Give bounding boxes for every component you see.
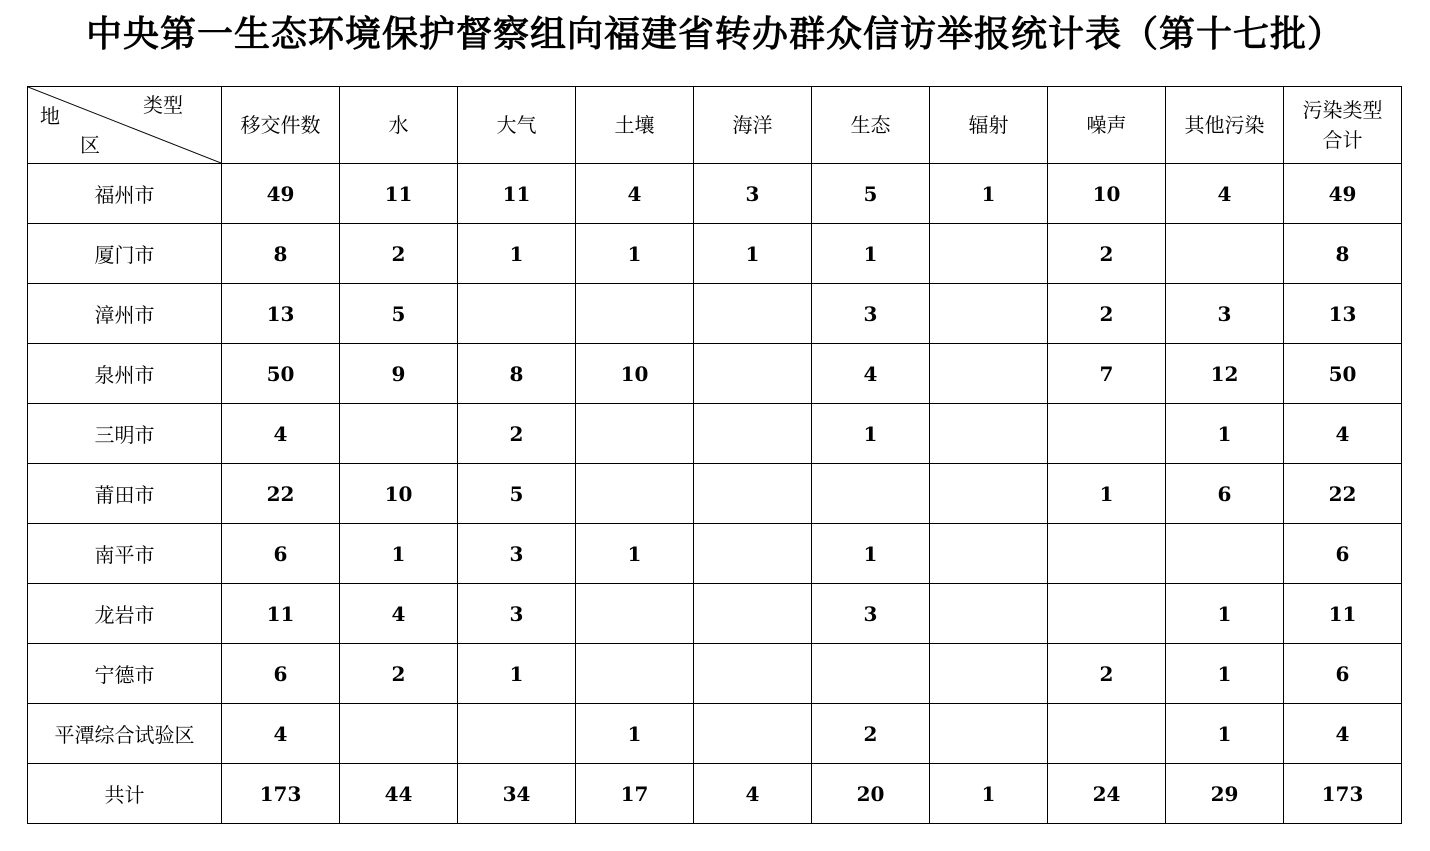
table-body	[28, 164, 1402, 824]
cell-transferred: 8	[222, 224, 340, 284]
cell-radiation: 1	[930, 764, 1048, 824]
cell-noise	[1048, 704, 1166, 764]
cell-pollution-total: 11	[1284, 584, 1402, 644]
cell-other-pollution: 3	[1166, 284, 1284, 344]
cell-transferred: 4	[222, 704, 340, 764]
cell-noise	[1048, 524, 1166, 584]
cell-air: 3	[458, 524, 576, 584]
statistics-table	[27, 86, 1402, 824]
corner-type-label: 类型	[143, 93, 183, 117]
region-cell: 漳州市	[28, 284, 222, 344]
cell-ecology	[812, 644, 930, 704]
column-header-other-pollution: 其他污染	[1166, 87, 1284, 164]
column-header-transferred: 移交件数	[222, 87, 340, 164]
cell-ecology: 1	[812, 524, 930, 584]
cell-ecology: 20	[812, 764, 930, 824]
cell-soil	[576, 584, 694, 644]
cell-pollution-total: 6	[1284, 644, 1402, 704]
table-row	[28, 764, 1402, 824]
corner-header-cell	[28, 87, 222, 164]
region-cell: 莆田市	[28, 464, 222, 524]
table-row	[28, 524, 1402, 584]
cell-ocean	[694, 644, 812, 704]
region-cell: 南平市	[28, 524, 222, 584]
cell-radiation	[930, 584, 1048, 644]
cell-air: 3	[458, 584, 576, 644]
column-header-ocean: 海洋	[694, 87, 812, 164]
cell-ocean	[694, 284, 812, 344]
cell-air: 1	[458, 644, 576, 704]
cell-transferred: 13	[222, 284, 340, 344]
cell-water: 1	[340, 524, 458, 584]
cell-ocean	[694, 524, 812, 584]
cell-ecology	[812, 464, 930, 524]
cell-water: 11	[340, 164, 458, 224]
cell-pollution-total: 4	[1284, 704, 1402, 764]
cell-other-pollution: 29	[1166, 764, 1284, 824]
region-cell: 宁德市	[28, 644, 222, 704]
column-header-ecology: 生态	[812, 87, 930, 164]
cell-noise: 7	[1048, 344, 1166, 404]
page-title: 中央第一生态环境保护督察组向福建省转办群众信访举报统计表（第十七批）	[85, 13, 1344, 55]
cell-water: 2	[340, 644, 458, 704]
cell-radiation	[930, 284, 1048, 344]
cell-other-pollution: 1	[1166, 404, 1284, 464]
cell-radiation	[930, 344, 1048, 404]
table-row	[28, 344, 1402, 404]
cell-other-pollution	[1166, 524, 1284, 584]
cell-ocean	[694, 704, 812, 764]
cell-noise: 1	[1048, 464, 1166, 524]
column-header-pollution-total	[1284, 87, 1402, 164]
cell-ecology: 1	[812, 404, 930, 464]
cell-water: 4	[340, 584, 458, 644]
cell-air: 8	[458, 344, 576, 404]
table-row	[28, 284, 1402, 344]
cell-ocean	[694, 344, 812, 404]
cell-transferred: 6	[222, 644, 340, 704]
cell-other-pollution	[1166, 224, 1284, 284]
header-row	[28, 87, 1402, 164]
cell-air: 11	[458, 164, 576, 224]
table-row	[28, 164, 1402, 224]
cell-transferred: 4	[222, 404, 340, 464]
cell-air: 2	[458, 404, 576, 464]
cell-pollution-total: 22	[1284, 464, 1402, 524]
cell-radiation	[930, 524, 1048, 584]
cell-radiation	[930, 704, 1048, 764]
region-cell: 共计	[28, 764, 222, 824]
cell-noise: 10	[1048, 164, 1166, 224]
cell-soil	[576, 284, 694, 344]
region-cell: 平潭综合试验区	[28, 704, 222, 764]
cell-noise: 2	[1048, 644, 1166, 704]
cell-noise: 2	[1048, 224, 1166, 284]
cell-noise	[1048, 404, 1166, 464]
cell-other-pollution: 6	[1166, 464, 1284, 524]
cell-ocean	[694, 404, 812, 464]
pollution-total-label-line2: 合计	[1322, 128, 1363, 152]
cell-soil: 1	[576, 704, 694, 764]
cell-other-pollution: 1	[1166, 584, 1284, 644]
cell-ecology: 2	[812, 704, 930, 764]
region-cell: 龙岩市	[28, 584, 222, 644]
cell-soil: 4	[576, 164, 694, 224]
cell-air: 34	[458, 764, 576, 824]
cell-transferred: 6	[222, 524, 340, 584]
corner-region-label-1: 地	[40, 104, 60, 128]
cell-ecology: 5	[812, 164, 930, 224]
region-cell: 三明市	[28, 404, 222, 464]
cell-soil	[576, 464, 694, 524]
cell-soil: 1	[576, 224, 694, 284]
cell-ocean	[694, 584, 812, 644]
region-cell: 福州市	[28, 164, 222, 224]
cell-radiation	[930, 644, 1048, 704]
table-row	[28, 404, 1402, 464]
cell-air	[458, 284, 576, 344]
cell-pollution-total: 173	[1284, 764, 1402, 824]
cell-transferred: 22	[222, 464, 340, 524]
cell-soil: 17	[576, 764, 694, 824]
table-row	[28, 704, 1402, 764]
cell-soil	[576, 644, 694, 704]
cell-transferred: 173	[222, 764, 340, 824]
cell-ocean	[694, 464, 812, 524]
cell-pollution-total: 4	[1284, 404, 1402, 464]
cell-soil	[576, 404, 694, 464]
cell-pollution-total: 8	[1284, 224, 1402, 284]
cell-transferred: 49	[222, 164, 340, 224]
cell-ecology: 3	[812, 284, 930, 344]
cell-transferred: 50	[222, 344, 340, 404]
column-header-radiation: 辐射	[930, 87, 1048, 164]
cell-water	[340, 404, 458, 464]
cell-radiation	[930, 464, 1048, 524]
cell-water: 2	[340, 224, 458, 284]
cell-ocean: 4	[694, 764, 812, 824]
cell-noise: 24	[1048, 764, 1166, 824]
cell-water	[340, 704, 458, 764]
table-row	[28, 224, 1402, 284]
cell-air	[458, 704, 576, 764]
cell-other-pollution: 1	[1166, 644, 1284, 704]
cell-pollution-total: 50	[1284, 344, 1402, 404]
corner-region-label-2: 区	[80, 133, 100, 157]
table-row	[28, 644, 1402, 704]
table-row	[28, 464, 1402, 524]
cell-water: 9	[340, 344, 458, 404]
cell-soil: 10	[576, 344, 694, 404]
cell-radiation: 1	[930, 164, 1048, 224]
region-cell: 厦门市	[28, 224, 222, 284]
cell-other-pollution: 1	[1166, 704, 1284, 764]
cell-pollution-total: 13	[1284, 284, 1402, 344]
cell-water: 44	[340, 764, 458, 824]
cell-transferred: 11	[222, 584, 340, 644]
cell-radiation	[930, 224, 1048, 284]
cell-noise	[1048, 584, 1166, 644]
region-cell: 泉州市	[28, 344, 222, 404]
cell-water: 10	[340, 464, 458, 524]
cell-pollution-total: 49	[1284, 164, 1402, 224]
cell-pollution-total: 6	[1284, 524, 1402, 584]
cell-ocean: 1	[694, 224, 812, 284]
cell-other-pollution: 4	[1166, 164, 1284, 224]
column-header-soil: 土壤	[576, 87, 694, 164]
cell-air: 5	[458, 464, 576, 524]
column-header-water: 水	[340, 87, 458, 164]
column-header-air: 大气	[458, 87, 576, 164]
cell-ocean: 3	[694, 164, 812, 224]
column-header-noise: 噪声	[1048, 87, 1166, 164]
cell-soil: 1	[576, 524, 694, 584]
cell-air: 1	[458, 224, 576, 284]
table-row	[28, 584, 1402, 644]
cell-ecology: 4	[812, 344, 930, 404]
cell-radiation	[930, 404, 1048, 464]
pollution-total-label-line1: 污染类型	[1302, 98, 1383, 122]
cell-ecology: 3	[812, 584, 930, 644]
cell-water: 5	[340, 284, 458, 344]
cell-ecology: 1	[812, 224, 930, 284]
cell-noise: 2	[1048, 284, 1166, 344]
cell-other-pollution: 12	[1166, 344, 1284, 404]
